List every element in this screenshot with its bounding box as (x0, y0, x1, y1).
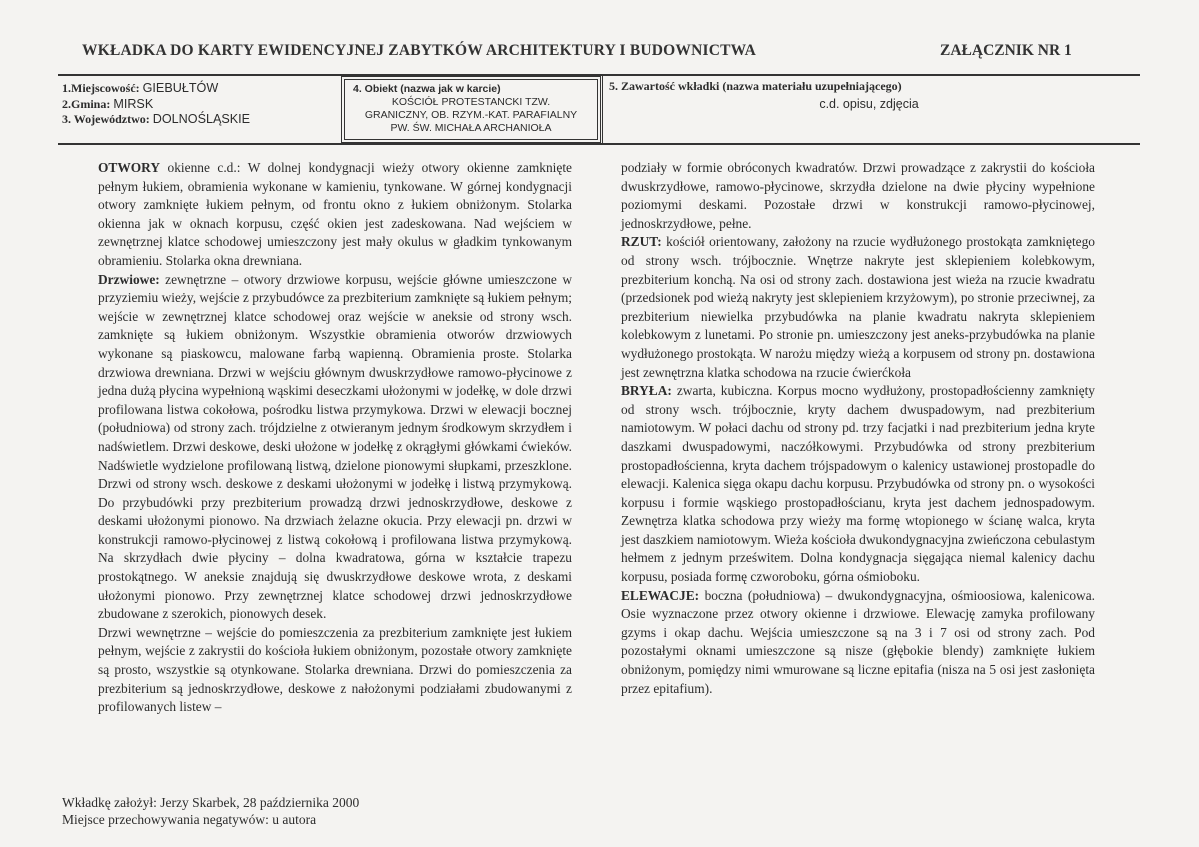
town-value: GIEBUŁTÓW (142, 81, 219, 95)
paragraph-elevations: ELEWACJE: boczna (południowa) – dwukondygnacyjna, ośmioosiowa, kalenicowa. Osie wyznaczone przez otwory okienne i drzwiowe. Elewację zamyka profilowany gzyms i okap dachu. Wejścia umieszczone są na 3 i 7 osi od strony zach. Pod pozostałymi oknami umieszczone są nisze (głębokie blendy) zamknięte łukiem obniżonym, pomiędzy nimi wmurowane są liczne epitafia (nisza na 5 osi jest zasłonięta przez epitafium). (621, 587, 1095, 696)
header-divider-right (602, 76, 603, 143)
right-text-column (621, 159, 1095, 698)
author-line: Wkładkę założył: Jerzy Skarbek, 28 października 2000 (62, 795, 360, 810)
commune-row: 2.Gmina: MIRSK (62, 96, 154, 111)
annex-number: ZAŁĄCZNIK NR 1 (940, 42, 1072, 59)
contents-value: c.d. opisu, zdjęcia (819, 96, 919, 111)
contents-label: 5. Zawartość wkładki (nazwa materiału uzupełniającego) (609, 79, 902, 93)
object-line-3: PW. ŚW. MICHAŁA ARCHANIOŁA (390, 122, 552, 134)
voivodeship-row: 3. Województwo: DOLNOŚLĄSKIE (62, 112, 251, 126)
document-title: WKŁADKA DO KARTY EWIDENCYJNEJ ZABYTKÓW ARCHITEKTURY I BUDOWNICTWA (82, 42, 757, 59)
commune-value: MIRSK (113, 96, 154, 111)
header-rule-bottom (58, 143, 1140, 145)
paragraph-doors-continued: podziały w formie obróconych kwadratów. Drzwi prowadzące z zakrystii do kościoła dwuskrzydłowe, ramowo-płycinowe, skrzydła dzielone na dwie płyciny wypełnione poziomymi deskami. Pozostałe drzwi w konstrukcji ramowo-płycinowej, jednoskrzydłowe, pełne. (621, 160, 1095, 231)
object-box (344, 79, 598, 140)
object-line-2: GRANICZNY, OB. RZYM.-KAT. PARAFIALNY (364, 109, 578, 121)
left-text-column (98, 159, 572, 717)
paragraph-interior-doors: Drzwi wewnętrzne – wejście do pomieszczenia za prezbiterium zamknięte jest łukiem pełnym, wejście z zakrystii do kościoła łukiem obniżonym, pozostałe otwory zamknięte są prosto, wszystkie są otynkowane. Stolarka drewniana. Drzwi do pomieszczenia za prezbiterium są jednoskrzydłowe, deskowe z nałożonymi podziałami zbudowanymi z profilowanych listew – (98, 624, 572, 715)
negatives-storage-line: Miejsce przechowywania negatywów: u autora (62, 812, 317, 827)
town-row: 1.Miejscowość: GIEBUŁTÓW (62, 81, 219, 95)
paragraph-doors: Drzwiowe: zewnętrzne – otwory drzwiowe korpusu, wejście główne umieszczone w przyziemiu wieży, wejście z przybudówce za prezbiterium zamknięte są łukiem pełnym; wejście w zewnętrznej klatce schodowej oraz wejście w aneksie od strony wsch. zamknięte są łukiem obniżonym. Wszystkie obramienia otworów drzwiowych wykonane są piaskowcu, malowane farbą wapienną. Obramienia proste. Stolarka drzwiowa drewniana. Drzwi w wejściu głównym dwuskrzydłowe ramowo-płycinowe z jedna dużą płycina wypełnioną wąskimi deseczkami ułożonymi w jodełkę, w dole drzwi profilowana listwa cokołowa, pośrodku listwa przymykowa. Drzwi w elewacji bocznej (południowa) od strony zach. trójdzielne z otwieranym jednym środkowym skrzydłem i nadświetlem. Drzwi deskowe, deski ułożone w jodełkę z okrągłymi główkami ćwieków. Nadświetle wydzielone profilowaną listwą, dzielone pionowymi słupkami, przeszklone. Drzwi od strony wsch. deskowe z deskami ułożonymi w jodełkę i listwą przymykową. Do przybudówki przy prezbiterium prowadzą drzwi jednoskrzydłowe, deskowe z deskami ułożonymi pionowo. Na drzwiach żelazne okucia. Przy elewacji pn. drzwi w konstrukcji ramowo-płycinowej z listwą cokołową i profilowana listwa przymykową. Na skrzydłach dwie płyciny – dolna kwadratowa, górna w kształcie trapezu prostokątnego. W aneksie znajdują się dwuskrzydłowe deskowe wrota, z deskami ułożonymi pionowo. Przy zewnętrznej klatce schodowej drzwi jednoskrzydłowe zbudowane z szerokich, pionowych desek. (98, 271, 572, 622)
paragraph-massing: BRYŁA: zwarta, kubiczna. Korpus mocno wydłużony, prostopadłościenny zamknięty od strony wsch. trójbocznie, kryty dachem dwuspadowym, nad prezbiterium namiotowym. W połaci dachu od strony pd. trzy facjatki i nad prezbiterium jedna kryte daszkami dwuspadowymi, naczółkowymi. Przybudówka od strony prezbiterium prostopadłościenna, kryta dachem trójspadowym o kalenicy ustawionej prostopadle do elewacji. Kalenica sięga okapu dachu korpusu. Przybudówka od strony pn. o wysokości korpusu i formie wąskiego prostopadłościanu, kryta jest dachem jednospadowym. Zewnętrza klatka schodowa przy wieży ma formę wtopionego w ścianę walca, kryta jest daszkiem namiotowym. Wieża kościoła dwukondygnacyjna zwieńczona cebulastym hełmem z jednym prześwitem. Dolna kondygnacja sięgająca niemal kalenicy dachu korpusu, posiada formę czworoboku, górna ośmioboku. (621, 383, 1095, 585)
location-block (62, 81, 332, 128)
object-label: 4. Obiekt (nazwa jak w karcie) (353, 83, 501, 95)
object-line-1: KOŚCIÓŁ PROTESTANCKI TZW. (391, 96, 551, 108)
paragraph-plan: RZUT: kościół orientowany, założony na rzucie wydłużonego prostokąta zamkniętego od strony wsch. trójbocznie. Wnętrze nakryte jest sklepieniem kolebkowym, prezbiterium konchą. Na osi od strony zach. dostawiona jest wieża na rzucie kwadratu (przedsionek pod wieżą nakryty jest sklepieniem krzyżowym), po stronie przeciwnej, za prezbiterium niewielka przybudówka na planie kwadratu nakryta sklepieniem kolebkowym z lunetami. Po stronie pn. umieszczony jest aneks-przybudówka na planie wydłużonego prostokąta. W narożu między wieżą a korpusem od strony pn. dostawiona jest zewnętrzna klatka schodowa na rzucie ćwierćkoła (621, 234, 1095, 380)
contents-block (609, 79, 1129, 112)
paragraph-windows: OTWORY okienne c.d.: W dolnej kondygnacji wieży otwory okienne zamknięte pełnym łukiem, obramienia wykonane w kamieniu, tynkowane. W górnej kondygnacji otwory zamknięte łukiem pełnym, od frontu okno z łukiem obniżonym. Stolarka okienna jak w oknach korpusu, część okien jest zadeskowana. Nad wejściem w zewnętrznej klatce schodowej umieszczony jest mały okulus w gładkim tynkowanym obramieniu. Stolarka okna drewniana. (98, 160, 572, 268)
header-rule-top (58, 74, 1140, 76)
voivodeship-value: DOLNOŚLĄSKIE (152, 112, 251, 126)
